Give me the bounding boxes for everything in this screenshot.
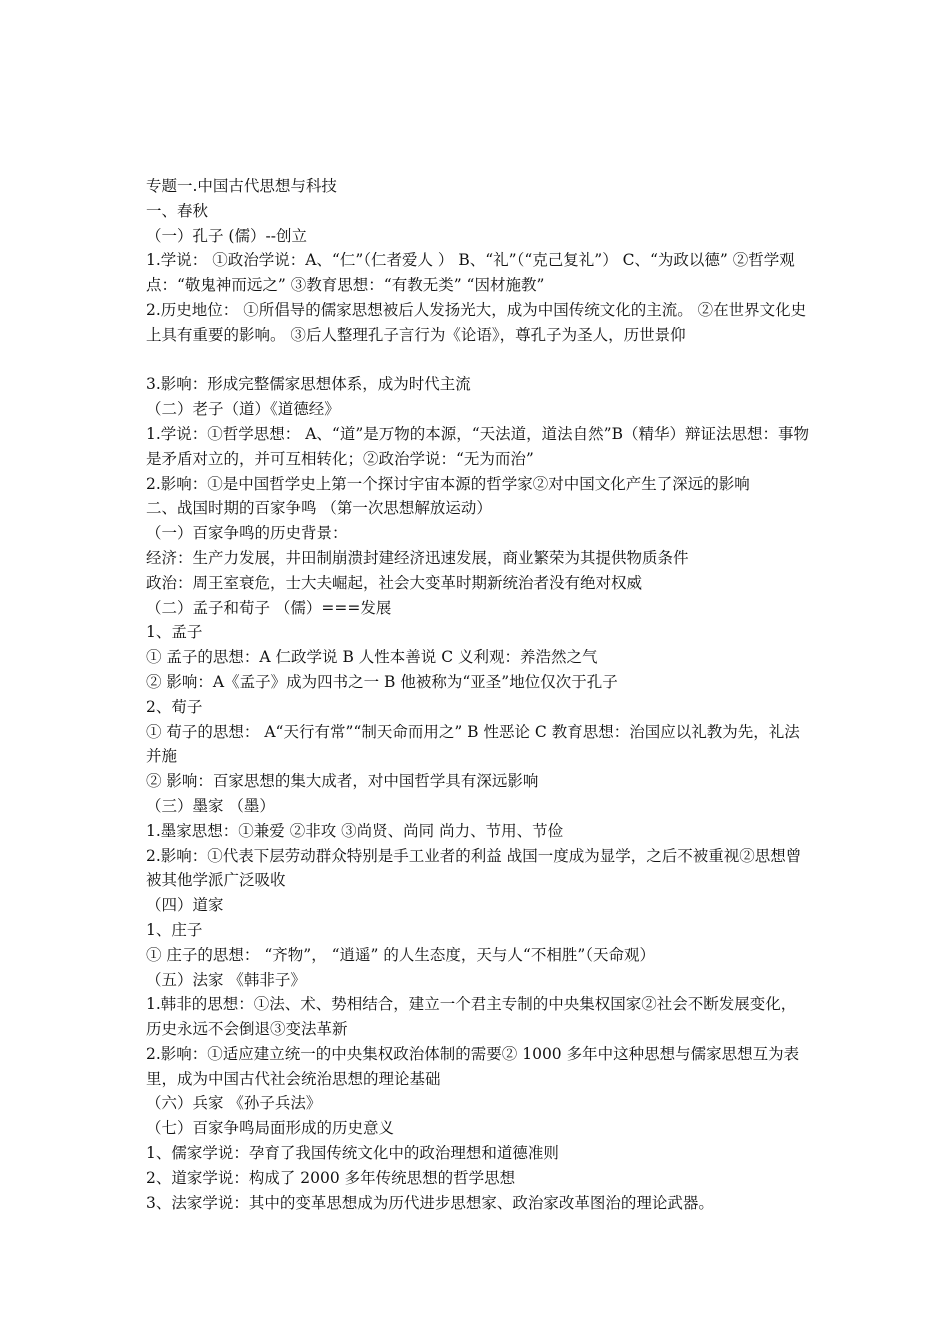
paragraph: 3.影响：形成完整儒家思想体系，成为时代主流: [146, 375, 471, 394]
subsection-heading: （三）墨家 （墨）: [146, 796, 275, 815]
document-body: [146, 174, 810, 1215]
subsection-heading: （一）百家争鸣的历史背景：: [146, 524, 348, 543]
subsection-heading: （二）孟子和荀子 （儒）===发展: [146, 598, 392, 617]
subsection-heading: （一）孔子 (儒）--创立: [146, 226, 307, 245]
subsection-heading: （五）法家 《韩非子》: [146, 970, 306, 989]
blank-line: [146, 348, 810, 373]
item-heading: 1、庄子: [146, 920, 203, 939]
paragraph: 经济：生产力发展，井田制崩溃封建经济迅速发展，商业繁荣为其提供物质条件: [146, 548, 689, 567]
subsection-heading: （七）百家争鸣局面形成的历史意义: [146, 1119, 395, 1138]
section-heading: 二、战国时期的百家争鸣 （第一次思想解放运动）: [146, 499, 492, 518]
paragraph: 2、道家学说：构成了 2000 多年传统思想的哲学思想: [146, 1168, 516, 1187]
paragraph: ② 影响：A《孟子》成为四书之一 B 他被称为“亚圣”地位仅次于孔子: [146, 672, 618, 691]
subsection-heading: （六）兵家 《孙子兵法》: [146, 1094, 322, 1113]
paragraph: ① 庄子的思想： “齐物”， “逍遥” 的人生态度，天与人“不相胜”（天命观）: [146, 945, 656, 964]
paragraph: ① 荀子的思想： A“天行有常”“制天命而用之” B 性恶论 C 教育思想：治国应以礼教为先，礼法并施: [146, 722, 800, 766]
paragraph: 1、儒家学说：孕育了我国传统文化中的政治理想和道德准则: [146, 1144, 559, 1163]
paragraph: 政治：周王室衰危，士大夫崛起，社会大变革时期新统治者没有绝对权威: [146, 573, 643, 592]
paragraph: 1.学说： ①政治学说：A、“仁”（仁者爱人 ） B、“礼”（“克己复礼”） C、“为政以德” ②哲学观点：“敬鬼神而远之” ③教育思想：“有教无类” “因材施教”: [146, 251, 795, 295]
subsection-heading: （二）老子（道）《道德经》: [146, 400, 340, 419]
paragraph: ② 影响：百家思想的集大成者，对中国哲学具有深远影响: [146, 772, 539, 791]
subsection-heading: （四）道家: [146, 896, 224, 915]
paragraph: 2.影响：①是中国哲学史上第一个探讨宇宙本源的哲学家②对中国文化产生了深远的影响: [146, 474, 750, 493]
paragraph: 2.历史地位： ①所倡导的儒家思想被后人发扬光大，成为中国传统文化的主流。 ②在世界文化史上具有重要的影响。 ③后人整理孔子言行为《论语》，尊孔子为圣人，历世景仰: [146, 300, 807, 344]
paragraph: 3、法家学说：其中的变革思想成为历代进步思想家、政治家改革图治的理论武器。: [146, 1193, 714, 1212]
paragraph: 1.学说：①哲学思想： A、“道”是万物的本源，“天法道，道法自然”B（精华）辩证法思想：事物是矛盾对立的，并可互相转化；②政治学说：“无为而治”: [146, 424, 809, 468]
paragraph: 1.墨家思想：①兼爱 ②非攻 ③尚贤、尚同 尚力、节用、节俭: [146, 821, 564, 840]
item-heading: 1、孟子: [146, 623, 203, 642]
document-title: 专题一.中国古代思想与科技: [146, 177, 337, 195]
paragraph: 2.影响：①代表下层劳动群众特别是手工业者的利益 战国一度成为显学，之后不被重视②思想曾被其他学派广泛吸收: [146, 846, 802, 890]
paragraph: ① 孟子的思想：A 仁政学说 B 人性本善说 C 义利观：养浩然之气: [146, 648, 598, 667]
section-heading: 一、春秋: [146, 201, 209, 220]
paragraph: 2.影响：①适应建立统一的中央集权政治体制的需要② 1000 多年中这种思想与儒家思想互为表里，成为中国古代社会统治思想的理论基础: [146, 1044, 800, 1088]
item-heading: 2、荀子: [146, 697, 203, 716]
paragraph: 1.韩非的思想：①法、术、势相结合，建立一个君主专制的中央集权国家②社会不断发展变化，历史永远不会倒退③变法革新: [146, 995, 797, 1039]
